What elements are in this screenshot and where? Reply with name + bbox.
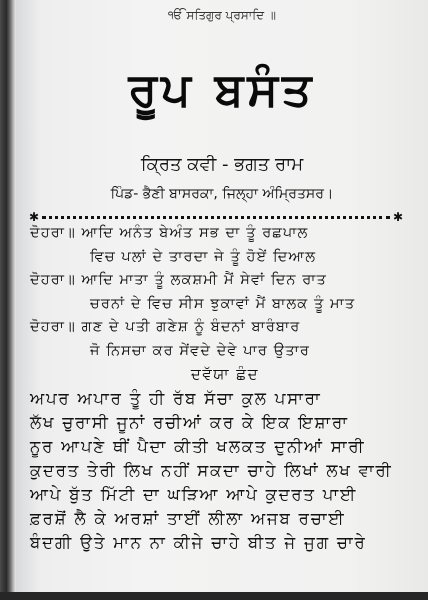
- star-ornament-right-icon: ✱: [392, 210, 403, 224]
- verse-line: ਚਰਨਾਂ ਦੇ ਵਿਚ ਸੀਸ ਝੁਕਾਵਾਂ ਮੈਂ ਬਾਲਕ ਤੂੰ ਮਾਤ: [90, 295, 356, 312]
- verse-line: ਦੋਹਰਾ॥ ਆਦਿ ਮਾਤਾ ਤੂੰ ਲਕਸ਼ਮੀ ਮੈਂ ਸੇਵਾਂ ਦਿਨ ਰਾਤ: [30, 272, 327, 288]
- verse-line: ਲੱਖ ਚੁਰਾਸੀ ਜੂਨਾਂ ਰਚੀਆਂ ਕਰ ਕੇ ਇਕ ਇਸ਼ਾਰਾ: [30, 412, 349, 432]
- dotted-rule: [42, 216, 390, 219]
- verse-line: ਫ਼ਰਸ਼ੋਂ ਲੈ ਕੇ ਅਰਸ਼ਾਂ ਤਾਈਂ ਲੀਲਾ ਅਜਬ ਰਚਾਈ: [30, 508, 346, 528]
- section-heading: ਦਵੱਯਾ ਛੰਦ: [190, 365, 260, 383]
- book-page: [16, 0, 428, 592]
- author-line: ਕ੍ਰਿਤ ਕਵੀ - ਭਗਤ ਰਾਮ: [140, 154, 304, 175]
- verse-line: ਨੂਰ ਆਪਣੇ ਥੀਂ ਪੈਦਾ ਕੀਤੀ ਖਲਕਤ ਦੁਨੀਆਂ ਸਾਰੀ: [30, 436, 366, 456]
- invocation-line: ੴ ਸਤਿਗੁਰ ਪ੍ਰਸਾਦਿ ॥: [168, 8, 276, 22]
- verse-line: ਵਿਚ ਪਲਾਂ ਦੇ ਤਾਰਦਾ ਜੇ ਤੂੰ ਹੋਏਂ ਦਿਆਲ: [90, 248, 317, 265]
- verse-line: ਦੋਹਰਾ॥ ਆਦਿ ਅਨੰਤ ਬੇਅੰਤ ਸਭ ਦਾ ਤੂੰ ਰਛਪਾਲ: [30, 225, 309, 241]
- verse-line: ਜੋ ਨਿਸਚਾ ਕਰ ਸੇਂਵਦੇ ਦੇਵੇ ਪਾਰ ਉਤਾਰ: [90, 342, 310, 359]
- page-title: ਰੂਪ ਬਸੰਤ: [128, 62, 316, 116]
- verse-line: ਦੋਹਰਾ॥ ਗਣ ਦੇ ਪਤੀ ਗਣੇਸ਼ ਨੂੰ ਬੰਦਨਾਂ ਬਾਰੰਬਾਰ: [30, 319, 301, 335]
- verse-body: [30, 222, 420, 555]
- place-line: ਪਿੰਡ- ਭੈਣੀ ਬਾਸਰਕਾ, ਜਿਲ੍ਹਾ ਅੰਮ੍ਰਿਤਸਰ।: [110, 186, 334, 202]
- verse-line: ਕੁਦਰਤ ਤੇਰੀ ਲਿਖ ਨਹੀਂ ਸਕਦਾ ਚਾਹੇ ਲਿਖਾਂ ਲਖ ਵਾਰੀ: [30, 460, 393, 480]
- verse-line: ਅਪਰ ਅਪਾਰ ਤੂੰ ਹੀ ਰੱਬ ਸੱਚਾ ਕੁਲ ਪਸਾਰਾ: [30, 388, 322, 408]
- page-bottom-shadow: [0, 592, 428, 600]
- verse-line: ਆਪੇ ਬੁੱਤ ਮਿੱਟੀ ਦਾ ਘੜਿਆ ਆਪੇ ਕੁਦਰਤ ਪਾਈ: [30, 484, 358, 504]
- star-ornament-left-icon: ✱: [29, 210, 40, 224]
- book-spine-edge: [0, 0, 16, 600]
- verse-line: ਬੰਦਗੀ ਉਤੇ ਮਾਨ ਨਾ ਕੀਜੇ ਚਾਹੇ ਬੀਤ ਜੇ ਜੁਗ ਚਾਰੇ: [30, 532, 367, 552]
